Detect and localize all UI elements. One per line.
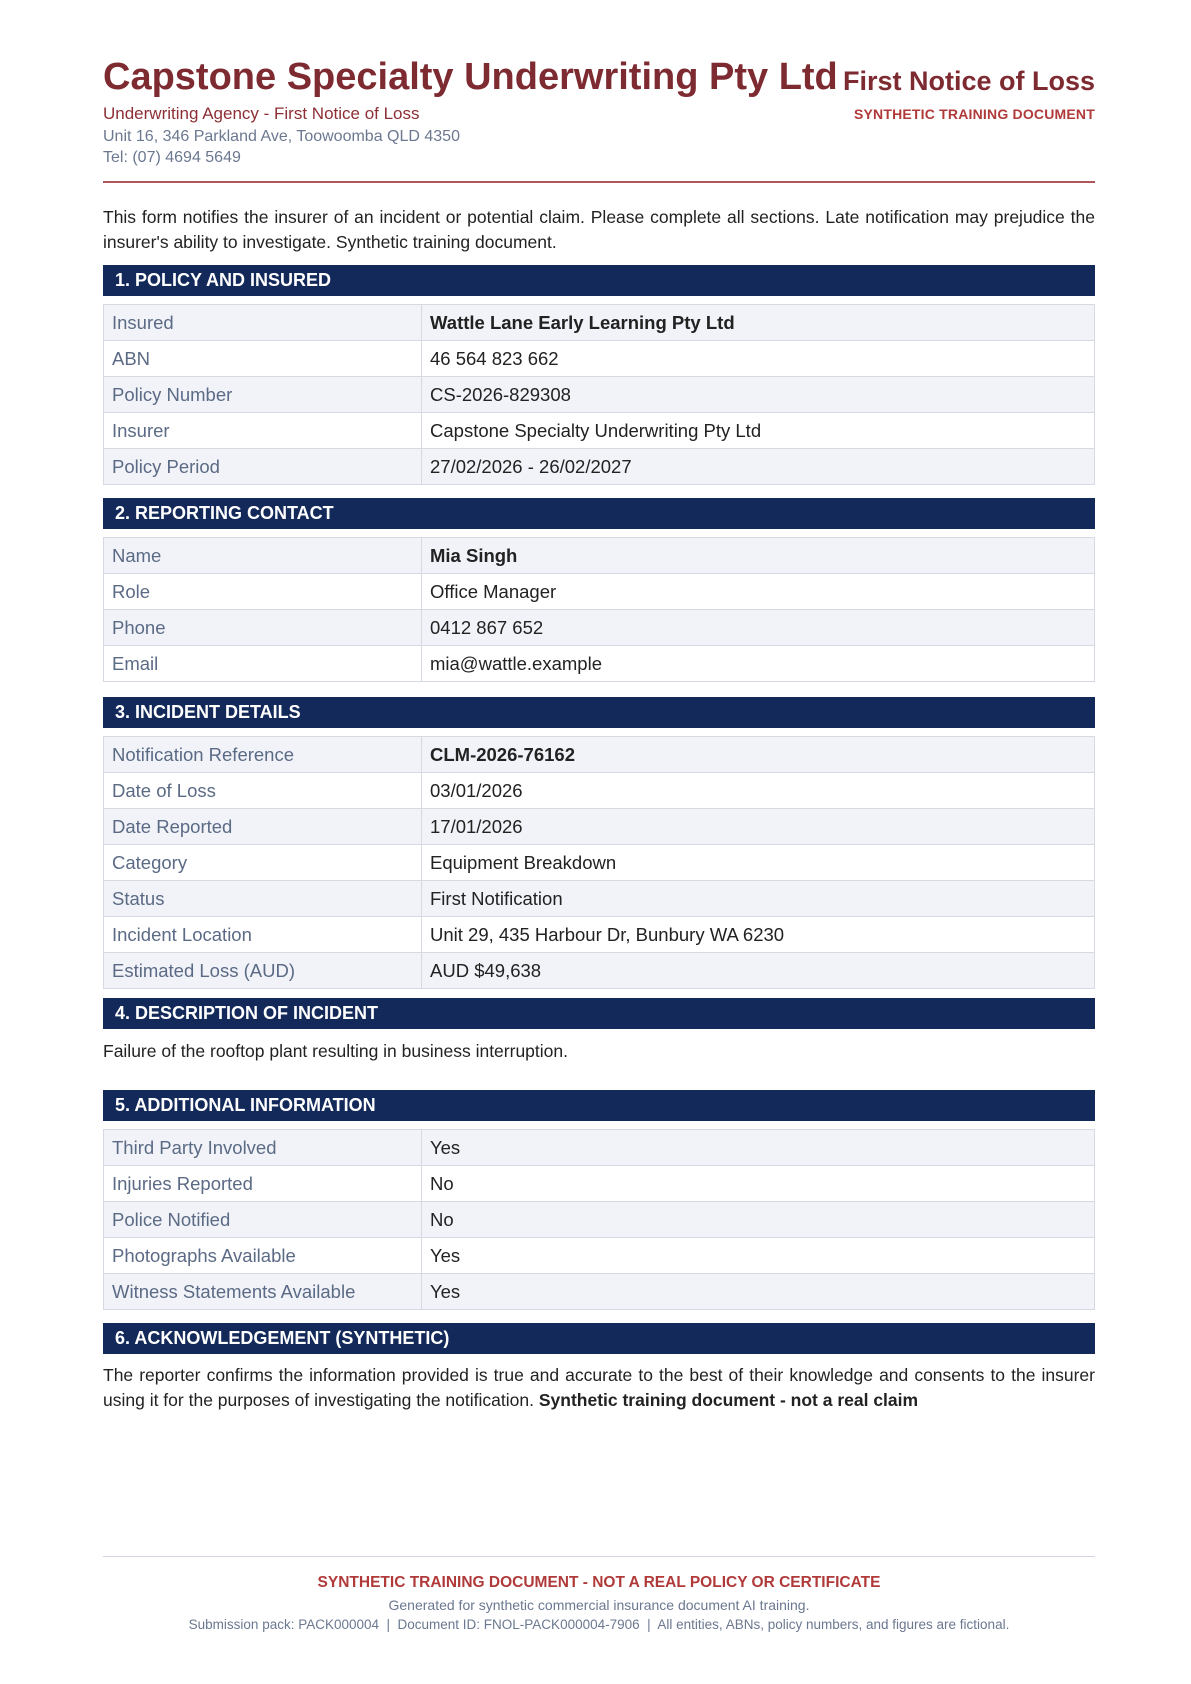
letterhead (103, 0, 1095, 190)
photographs-value: Yes (422, 1238, 1095, 1274)
table-row (104, 574, 1095, 610)
field-label: Notification Reference (104, 737, 422, 773)
table-row (104, 917, 1095, 953)
contact-role-value: Office Manager (422, 574, 1095, 610)
field-label: Incident Location (104, 917, 422, 953)
field-label: Date Reported (104, 809, 422, 845)
table-row (104, 305, 1095, 341)
third-party-value: Yes (422, 1130, 1095, 1166)
contact-table (103, 537, 1095, 682)
section-header-incident: 3. INCIDENT DETAILS (103, 697, 1095, 728)
table-row (104, 809, 1095, 845)
contact-phone-value: 0412 867 652 (422, 610, 1095, 646)
table-row (104, 610, 1095, 646)
table-row (104, 341, 1095, 377)
field-label: Date of Loss (104, 773, 422, 809)
intro-paragraph: This form notifies the insurer of an incident or potential claim. Please complete all sections. Late notification may prejudice the insurer's ability to investigate. Synthetic training document. (103, 207, 1095, 252)
field-label: Witness Statements Available (104, 1274, 422, 1310)
witness-statements-value: Yes (422, 1274, 1095, 1310)
policy-period-value: 27/02/2026 - 26/02/2027 (422, 449, 1095, 485)
table-row (104, 1202, 1095, 1238)
insured-value: Wattle Lane Early Learning Pty Ltd (422, 305, 1095, 341)
date-reported-value: 17/01/2026 (422, 809, 1095, 845)
category-value: Equipment Breakdown (422, 845, 1095, 881)
field-label: Estimated Loss (AUD) (104, 953, 422, 989)
table-row (104, 646, 1095, 682)
section-header-acknowledgement: 6. ACKNOWLEDGEMENT (SYNTHETIC) (103, 1323, 1095, 1354)
table-row (104, 1130, 1095, 1166)
footer-generated-note: Generated for synthetic commercial insurance document AI training. (388, 1597, 810, 1613)
company-tagline: Underwriting Agency - First Notice of Loss (103, 104, 420, 123)
incident-table (103, 736, 1095, 989)
section-header-contact: 2. REPORTING CONTACT (103, 498, 1095, 529)
policy-number-value: CS-2026-829308 (422, 377, 1095, 413)
field-label: ABN (104, 341, 422, 377)
police-value: No (422, 1202, 1095, 1238)
insurer-value: Capstone Specialty Underwriting Pty Ltd (422, 413, 1095, 449)
field-label: Phone (104, 610, 422, 646)
company-phone: Tel: (07) 4694 5649 (103, 149, 241, 166)
field-label: Police Notified (104, 1202, 422, 1238)
notification-reference-value: CLM-2026-76162 (422, 737, 1095, 773)
document-title: First Notice of Loss (842, 66, 1095, 96)
table-row (104, 1238, 1095, 1274)
injuries-value: No (422, 1166, 1095, 1202)
table-row (104, 1166, 1095, 1202)
company-name: Capstone Specialty Underwriting Pty Ltd (103, 56, 838, 98)
field-label: Insurer (104, 413, 422, 449)
table-row (104, 538, 1095, 574)
field-label: Role (104, 574, 422, 610)
table-row (104, 1274, 1095, 1310)
header-divider (103, 181, 1095, 183)
date-of-loss-value: 03/01/2026 (422, 773, 1095, 809)
table-row (104, 953, 1095, 989)
acknowledgement-bold-text: Synthetic training document - not a real claim (538, 1390, 919, 1410)
field-label: Third Party Involved (104, 1130, 422, 1166)
table-row (104, 845, 1095, 881)
table-row (104, 413, 1095, 449)
field-label: Email (104, 646, 422, 682)
footer-divider (103, 1556, 1095, 1557)
section-header-description: 4. DESCRIPTION OF INCIDENT (103, 998, 1095, 1029)
policy-table (103, 304, 1095, 485)
table-row (104, 881, 1095, 917)
contact-name-value: Mia Singh (422, 538, 1095, 574)
acknowledgement-paragraph (103, 1363, 1095, 1413)
status-value: First Notification (422, 881, 1095, 917)
company-address: Unit 16, 346 Parkland Ave, Toowoomba QLD 4350 (103, 128, 460, 145)
incident-location-value: Unit 29, 435 Harbour Dr, Bunbury WA 6230 (422, 917, 1095, 953)
table-row (104, 773, 1095, 809)
abn-value: 46 564 823 662 (422, 341, 1095, 377)
field-label: Policy Number (104, 377, 422, 413)
field-label: Policy Period (104, 449, 422, 485)
additional-info-table (103, 1129, 1095, 1310)
footer-disclaimer: SYNTHETIC TRAINING DOCUMENT - NOT A REAL POLICY OR CERTIFICATE (317, 1574, 881, 1591)
acknowledgement-text: The reporter confirms the information provided is true and accurate to the best of their knowledge and consents to the insurer using it for the purposes of investigating the notification. (103, 1365, 1095, 1410)
field-label: Status (104, 881, 422, 917)
contact-email-value: mia@wattle.example (422, 646, 1095, 682)
table-row (104, 377, 1095, 413)
section-header-policy: 1. POLICY AND INSURED (103, 265, 1095, 296)
field-label: Insured (104, 305, 422, 341)
field-label: Photographs Available (104, 1238, 422, 1274)
document-subtitle: SYNTHETIC TRAINING DOCUMENT (853, 106, 1095, 122)
section-header-additional: 5. ADDITIONAL INFORMATION (103, 1090, 1095, 1121)
field-label: Category (104, 845, 422, 881)
incident-description: Failure of the rooftop plant resulting in business interruption. (103, 1041, 568, 1061)
estimated-loss-value: AUD $49,638 (422, 953, 1095, 989)
field-label: Injuries Reported (104, 1166, 422, 1202)
footer-document-ids: Submission pack: PACK000004 | Document ID: FNOL-PACK000004-7906 | All entities, ABNs, policy numbers, and figures are fictional. (188, 1617, 1010, 1632)
table-row (104, 737, 1095, 773)
table-row (104, 449, 1095, 485)
document-page (103, 0, 1095, 1632)
field-label: Name (104, 538, 422, 574)
